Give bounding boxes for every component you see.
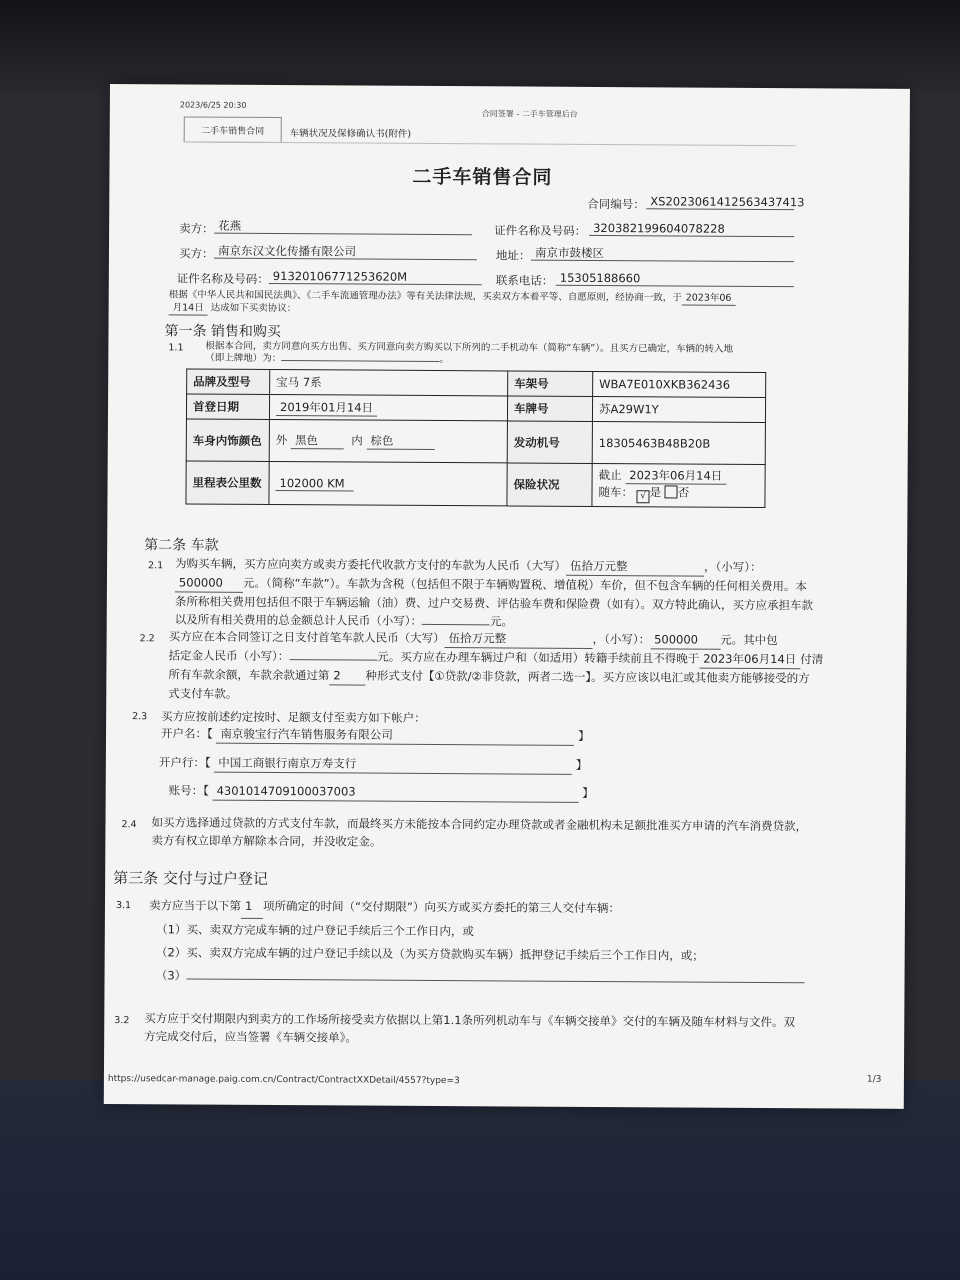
account-name-row: 开户名：【 南京骏宝行汽车销售服务有限公司 】 [161, 724, 590, 746]
article-1-title: 第一条 销售和购买 [164, 323, 281, 341]
account-no: 4301014709100037003 [213, 782, 579, 803]
plate-value: 苏A29W1Y [592, 396, 765, 422]
phone-label: 联系电话： [495, 273, 554, 288]
article-3-title: 第三条 交付与过户登记 [113, 869, 268, 888]
clause-2-1: 为购买车辆，买方应向卖方或卖方委托代收款方支付的车款为人民币（大写） 伍拾万元整 ，（小写）： 500000 元。（简称“车款”）。车款为含税（包括但不限于车辆购置税、增值税）车价，但不包含车辆的任何相关费用。本 条所称相关费用包括但不限于车辆运输（油）费、过户交易费、评估验车费和保险费（如有）。双方特此确认，买方应承担车款 以及所有相关费用的总金额总计人民币（小写）： 元。 [174, 556, 814, 629]
reg-date-value: 2019年01月14日 [269, 394, 507, 420]
mileage-value: 102000 KM [269, 461, 507, 505]
document-title: 二手车销售合同 [412, 165, 553, 189]
buyer-id-label: 证件名称及号码： [176, 271, 269, 286]
engine-value: 18305463B48B20B [592, 421, 765, 464]
clause-1-1-no: 1.1 [168, 342, 184, 354]
address: 南京市鼓楼区 [531, 246, 794, 263]
seller-id-label: 证件名称及号码： [494, 223, 587, 238]
clause-3-1-no: 3.1 [115, 900, 132, 912]
clause-2-1-no: 2.1 [148, 560, 164, 572]
contract-no: XS2023061412563437413 [646, 194, 794, 210]
seller-label: 卖方： [179, 221, 214, 236]
footer-url: https://usedcar-manage.paig.com.cn/Contract/ContractXXDetail/4557?type=3 [107, 1074, 460, 1087]
buyer-label: 买方： [178, 246, 214, 261]
phone: 15305188660 [556, 271, 794, 287]
background-bottom [0, 1080, 960, 1280]
background-top [0, 0, 960, 95]
address-label: 地址： [495, 248, 531, 263]
vin-label: 车架号 [508, 371, 593, 397]
tab-vehicle-condition: 车辆状况及保修确认书(附件) [289, 128, 412, 140]
engine-label: 发动机号 [507, 421, 592, 464]
print-page-title: 合同签署 - 二手车管理后台 [481, 109, 578, 119]
clause-2-3-no: 2.3 [132, 711, 148, 723]
clause-2-3: 买方应按前述约定按时、足额支付至卖方如下帐户： [161, 709, 426, 725]
clause-2-4: 如买方选择通过贷款的方式支付车款，而最终买方未能按本合同约定办理贷款或者金融机构未足额批准买方申请的汽车消费贷款， 卖方有权立即单方解除本合同，并没收定金。 [151, 815, 808, 849]
insurance-value: 截止 2023年06月14日 随车： √ 是 否 [592, 463, 765, 507]
print-datetime: 2023/6/25 20:30 [179, 100, 247, 110]
tab-contract: 二手车销售合同 [184, 116, 282, 143]
tab-divider [184, 141, 796, 146]
clause-3-1: 卖方应当于以下第 1 项所确定的时间（“交付期限”）向买方或买方委托的第三人交付车辆： （1）买、卖双方完成车辆的过户登记手续后三个工作日内，或 （2）买、卖双方完成车辆的过户登记手续以及（为买方贷款购买车辆）抵押登记手续后三个工作日内，或； （3） [148, 894, 804, 991]
brand-value: 宝马 7系 [270, 369, 508, 395]
clause-2-2: 买方应在本合同签订之日支付首笔车款人民币（大写） 伍拾万元整 ，（小写）： 500000 元。其中包 括定金人民币（小写）： 元。买方应在办理车辆过户和（如适用）转籍手续前且不得晚于 2023年06月14日 付清 所有车款余额，车款余款通过第 2 种形式支付【①贷款/②非贷款，两者二选一】。买方应该以电汇或其他卖方能够接受的方 式支付车款。 [168, 629, 824, 701]
preamble: 根据《中华人民共和国民法典》、《二手车流通管理办法》等有关法律法规，买卖双方本着平等、自愿原则，经协商一致，于 2023年06 月14日 达成如下买卖协议： [169, 289, 736, 318]
vehicle-info-table [185, 368, 766, 508]
buyer-id: 91320106771253620M [269, 269, 482, 285]
insurance-label: 保险状况 [507, 463, 592, 507]
color-label: 车身内饰颜色 [186, 419, 269, 462]
vin-value: WBA7E010XKB362436 [593, 371, 766, 397]
account-name: 南京骏宝行汽车销售服务有限公司 [216, 725, 574, 746]
seller-id: 320382199604078228 [589, 221, 794, 237]
bank-row: 开户行：【 中国工商银行南京万寿支行 】 [159, 753, 588, 775]
clause-1-1: 根据本合同，卖方同意向买方出售、买方同意向卖方购买以下所列的二手机动车（简称“车辆”）。且买方已确定，车辆的转入地 （即上牌地）为： 。 [205, 340, 734, 366]
contract-no-label: 合同编号： [587, 196, 645, 212]
color-value: 外 黑色 内 棕色 [269, 419, 507, 462]
bank-name: 中国工商银行南京万寿支行 [214, 754, 572, 775]
footer-page-number: 1/3 [866, 1074, 882, 1085]
brand-label: 品牌及型号 [187, 369, 270, 395]
insurance-yes-checkbox: √ [637, 490, 650, 503]
seller-name: 花燕 [214, 219, 472, 236]
mileage-label: 里程表公里数 [186, 461, 269, 505]
buyer-name: 南京东汉文化传播有限公司 [214, 244, 477, 261]
account-no-row: 账号：【 4301014709100037003 】 [169, 781, 594, 803]
clause-2-2-no: 2.2 [139, 633, 155, 645]
contract-page [104, 84, 910, 1109]
insurance-no-checkbox [665, 485, 678, 498]
article-2-title: 第二条 车款 [144, 537, 219, 554]
plate-label: 车牌号 [507, 396, 592, 422]
clause-3-2-no: 3.2 [114, 1015, 130, 1027]
reg-date-label: 首登日期 [186, 394, 269, 420]
clause-3-2: 买方应于交付期限内到卖方的工作场所接受卖方依据以上第1.1条所列机动车与《车辆交接单》交付的车辆及随车材料与文件。双 方完成交付后，应当签署《车辆交接单》。 [144, 1011, 796, 1045]
clause-2-4-no: 2.4 [121, 819, 137, 831]
